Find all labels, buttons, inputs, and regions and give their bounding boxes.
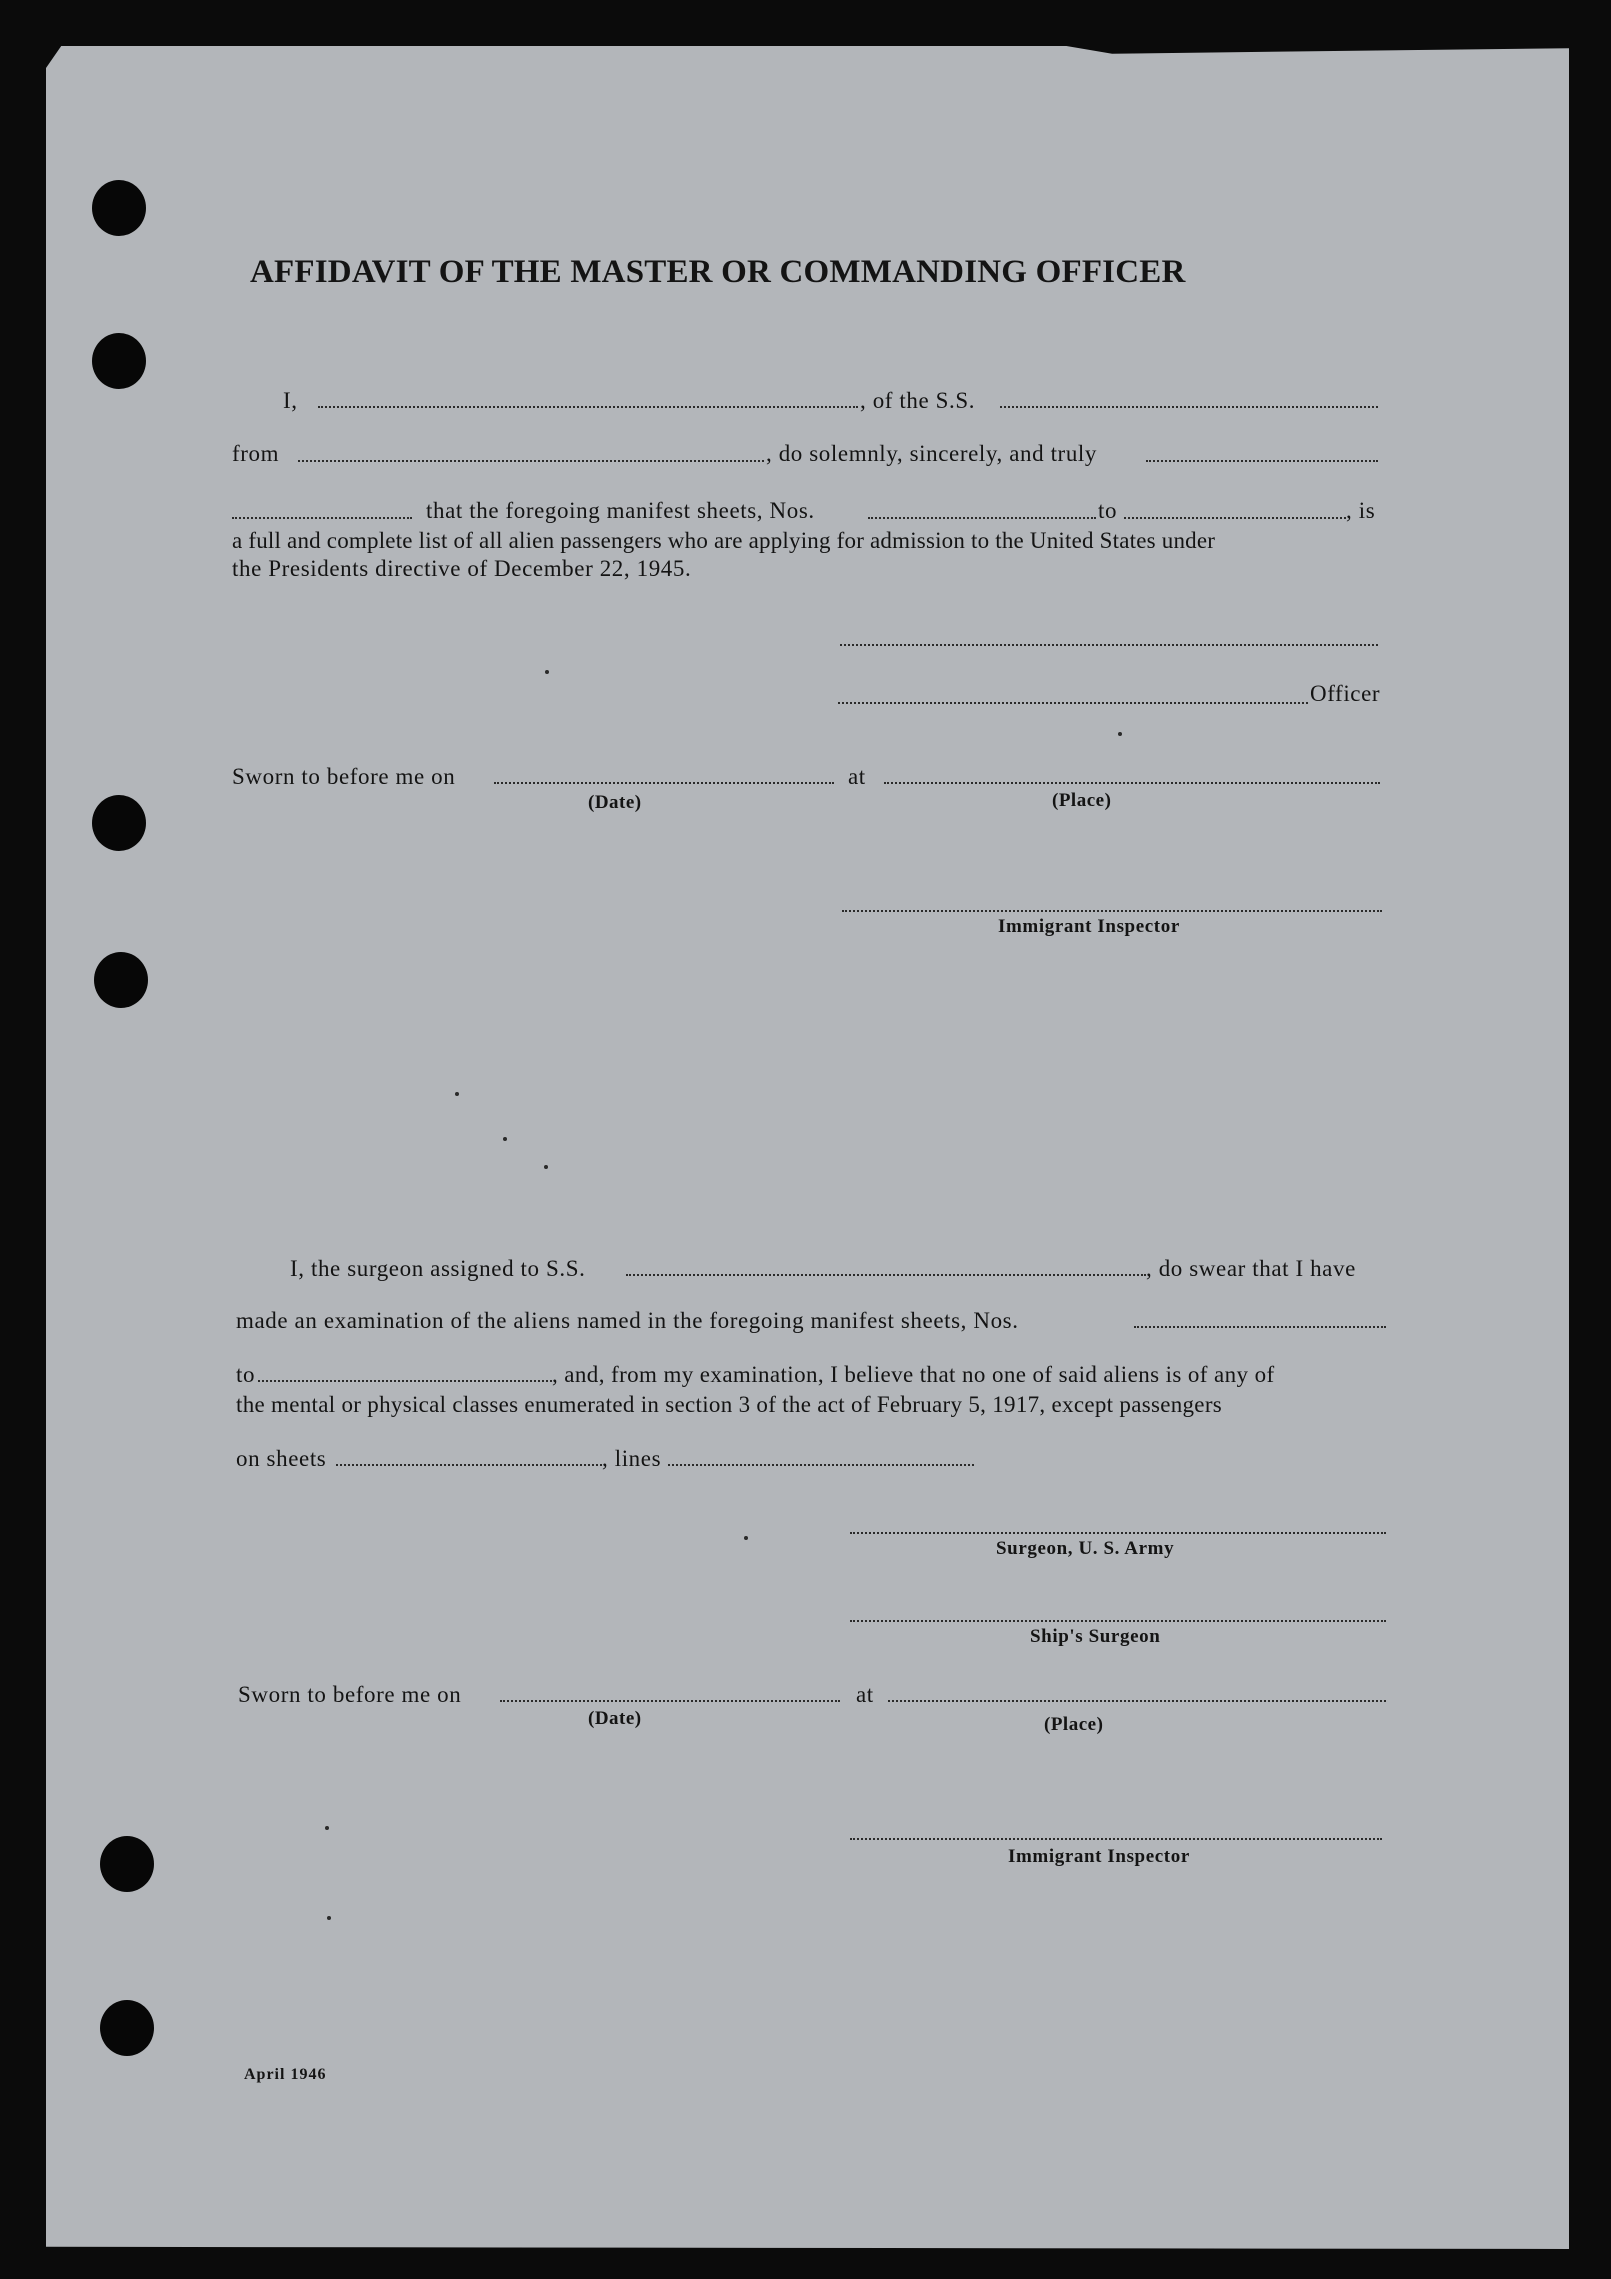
- master-from-label: from: [232, 441, 280, 466]
- surgeon-inspector-signature-field[interactable]: [850, 1838, 1382, 1840]
- master-is-text: , is: [1346, 498, 1376, 523]
- master-inspector-caption: Immigrant Inspector: [998, 916, 1180, 937]
- surgeon-nos-from-field[interactable]: [1134, 1326, 1386, 1328]
- speck: [744, 1536, 748, 1540]
- master-nos-from-field[interactable]: [868, 517, 1096, 519]
- master-sworn-date-field[interactable]: [494, 782, 834, 784]
- form-page: [46, 46, 1569, 2249]
- surgeon-at-label: at: [856, 1682, 874, 1707]
- surgeon-lines-field[interactable]: [668, 1464, 974, 1466]
- surgeon-ship-field[interactable]: [626, 1274, 1146, 1276]
- surgeon-statement-3: , and, from my examination, I believe that no one of said aliens is of any of: [552, 1362, 1275, 1387]
- master-inspector-signature-field[interactable]: [842, 910, 1382, 912]
- master-to-label: to: [1098, 498, 1118, 523]
- speck: [455, 1092, 459, 1096]
- surgeon-statement-4: the mental or physical classes enumerated in section 3 of the act of February 5, 1917, except passengers: [236, 1392, 1223, 1417]
- ships-surgeon-caption: Ship's Surgeon: [1030, 1626, 1161, 1647]
- master-statement-line-5: the Presidents directive of December 22, 1945.: [232, 556, 692, 581]
- master-ship-field[interactable]: [1000, 406, 1378, 408]
- speck: [544, 1165, 548, 1169]
- master-place-caption: (Place): [1052, 790, 1112, 811]
- surgeon-on-sheets-label: on sheets: [236, 1446, 327, 1471]
- master-at-label: at: [848, 764, 866, 789]
- officer-signature-field-2[interactable]: [838, 702, 1308, 704]
- master-of-ss-label: , of the S.S.: [860, 388, 976, 413]
- master-nos-to-field[interactable]: [1124, 517, 1346, 519]
- master-statement-line-4: a full and complete list of all alien passengers who are applying for admission to the United States under: [232, 528, 1216, 553]
- master-sworn-label: Sworn to before me on: [232, 764, 456, 789]
- speck: [545, 670, 549, 674]
- surgeon-sworn-place-field[interactable]: [888, 1700, 1386, 1702]
- master-sworn-place-field[interactable]: [884, 782, 1380, 784]
- surgeon-lines-label: , lines: [602, 1446, 662, 1471]
- surgeon-sheets-field[interactable]: [336, 1464, 602, 1466]
- speck: [327, 1916, 331, 1920]
- punch-hole: [92, 180, 146, 236]
- surgeon-sworn-date-field[interactable]: [500, 1700, 840, 1702]
- army-surgeon-caption: Surgeon, U. S. Army: [996, 1538, 1175, 1559]
- ships-surgeon-signature-field[interactable]: [850, 1620, 1386, 1622]
- surgeon-statement-1-end: , do swear that I have: [1146, 1256, 1356, 1281]
- form-date: April 1946: [244, 2066, 327, 2083]
- master-name-field[interactable]: [318, 406, 858, 408]
- speck: [325, 1826, 329, 1830]
- master-i-label: I,: [283, 388, 298, 413]
- punch-hole: [92, 333, 146, 389]
- army-surgeon-signature-field[interactable]: [850, 1532, 1386, 1534]
- surgeon-sworn-label: Sworn to before me on: [238, 1682, 462, 1707]
- surgeon-place-caption: (Place): [1044, 1714, 1104, 1735]
- master-from-field[interactable]: [298, 460, 764, 462]
- form-title: AFFIDAVIT OF THE MASTER OR COMMANDING OFFICER: [250, 254, 1186, 290]
- master-oath-field-2[interactable]: [232, 517, 412, 519]
- speck: [503, 1137, 507, 1141]
- officer-signature-field-1[interactable]: [840, 644, 1378, 646]
- punch-hole: [100, 1836, 154, 1892]
- officer-label: Officer: [1310, 681, 1381, 706]
- master-date-caption: (Date): [588, 792, 642, 813]
- master-oath-field[interactable]: [1146, 460, 1378, 462]
- surgeon-statement-2: made an examination of the aliens named in the foregoing manifest sheets, Nos.: [236, 1308, 1019, 1333]
- surgeon-to-label: to: [236, 1362, 256, 1387]
- punch-hole: [100, 2000, 154, 2056]
- surgeon-inspector-caption: Immigrant Inspector: [1008, 1846, 1190, 1867]
- master-manifest-text: that the foregoing manifest sheets, Nos.: [426, 498, 815, 523]
- speck: [1118, 732, 1122, 736]
- surgeon-statement-1: I, the surgeon assigned to S.S.: [290, 1256, 586, 1281]
- punch-hole: [92, 795, 146, 851]
- surgeon-nos-to-field[interactable]: [258, 1380, 552, 1382]
- surgeon-date-caption: (Date): [588, 1708, 642, 1729]
- punch-hole: [94, 952, 148, 1008]
- master-solemnly-text: , do solemnly, sincerely, and truly: [766, 441, 1098, 466]
